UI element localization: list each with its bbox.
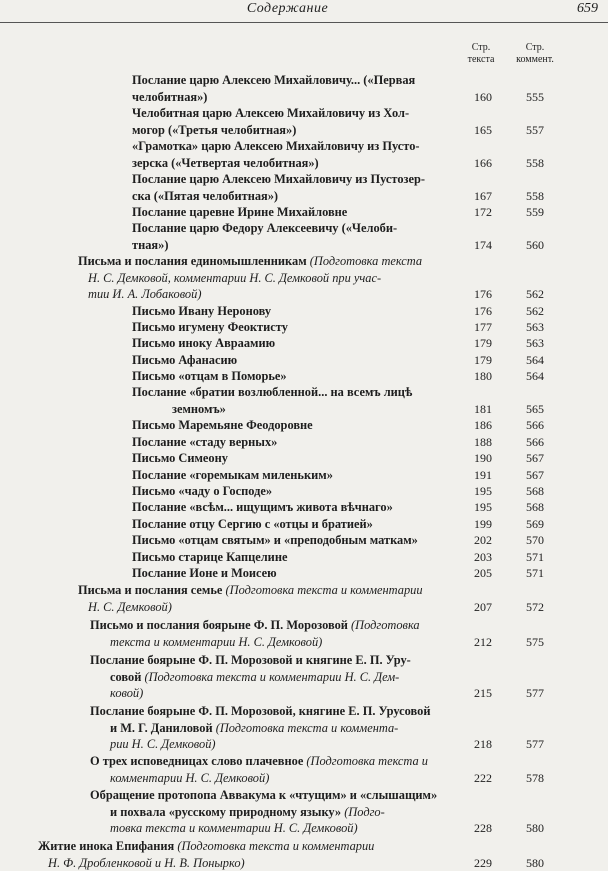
toc-entry-line	[110, 634, 452, 651]
column-header-text-page: Стр. текста	[456, 42, 506, 66]
text-page-number: 202	[462, 532, 492, 549]
entry-editorial-note: (Подготовка текста и	[306, 754, 428, 768]
toc-entry	[0, 138, 608, 171]
entry-title-text: О трех исповедницах слово плачевное	[90, 754, 306, 768]
toc-entry	[0, 171, 608, 204]
toc-entry-line	[132, 138, 452, 155]
toc-entry-line	[132, 368, 452, 385]
header-title: Содержание	[0, 1, 575, 17]
entry-title-text: ска («Пятая челобитная»)	[132, 189, 278, 203]
toc-entry	[0, 652, 608, 702]
entry-title-text: Послание царю Федору Алексеевичу («Челоби-	[132, 221, 397, 235]
toc-entry	[0, 352, 608, 369]
entry-title-text: зерска («Четвертая челобитная»)	[132, 156, 319, 170]
toc-entry-line	[110, 736, 452, 753]
toc-entry-line	[132, 384, 452, 401]
entry-title-text: Послание «братии возлюбленной... на всемъ лицѣ	[132, 385, 412, 399]
text-page-number: 186	[462, 417, 492, 434]
entry-title-text: Челобитная царю Алексею Михайловичу из Хол-	[132, 106, 409, 120]
comment-page-number: 564	[512, 352, 544, 369]
text-page-number: 167	[462, 188, 492, 205]
text-page-number: 188	[462, 434, 492, 451]
running-header	[0, 0, 608, 23]
entry-title-text: Письмо игумену Феоктисту	[132, 320, 288, 334]
toc-entry-line	[132, 122, 452, 139]
entry-editorial-note: Н. С. Демковой, комментарии Н. С. Демковой при учас-	[88, 271, 381, 285]
text-page-number: 218	[462, 736, 492, 753]
comment-page-number: 565	[512, 401, 544, 418]
text-page-number: 174	[462, 237, 492, 254]
entry-title-text: Послание отцу Сергию с «отцы и братией»	[132, 517, 373, 531]
comment-page-number: 575	[512, 634, 544, 651]
toc-entry	[0, 434, 608, 451]
comment-page-number: 568	[512, 483, 544, 500]
entry-title-text: совой	[110, 670, 144, 684]
comment-page-number: 566	[512, 434, 544, 451]
toc-entry	[0, 72, 608, 105]
comment-page-number: 568	[512, 499, 544, 516]
entry-title-text: Послание царевне Ирине Михайловне	[132, 205, 347, 219]
text-page-number: 228	[462, 820, 492, 837]
entry-editorial-note: (Подготовка текста и комментарии	[177, 839, 374, 853]
toc-entry-line	[132, 220, 452, 237]
entry-editorial-note: (Подготовка текста и комментарии Н. С. Дем-	[144, 670, 399, 684]
toc-entry	[0, 204, 608, 221]
toc-entry-line	[110, 804, 452, 821]
toc-entry-line	[90, 787, 452, 804]
toc-entry-line	[48, 855, 452, 871]
comment-page-number: 557	[512, 122, 544, 139]
text-page-number: 195	[462, 499, 492, 516]
comment-page-number: 562	[512, 286, 544, 303]
toc-entry	[0, 532, 608, 549]
toc-entry	[0, 565, 608, 582]
toc-entry-line	[90, 617, 452, 634]
text-page-number: 176	[462, 286, 492, 303]
toc-entry	[0, 335, 608, 352]
toc-entry-line	[88, 286, 452, 303]
text-page-number: 229	[462, 855, 492, 871]
toc-entry	[0, 516, 608, 533]
text-page-number: 190	[462, 450, 492, 467]
toc-entry	[0, 703, 608, 753]
toc-entry	[0, 384, 608, 417]
toc-entry-line	[132, 483, 452, 500]
entry-title-text: Обращение протопопа Аввакума к «чтущим» и «слышащим»	[90, 788, 437, 802]
toc-entry-line	[132, 105, 452, 122]
toc-entry	[0, 549, 608, 566]
toc-entry-line	[132, 319, 452, 336]
toc-entry-line	[132, 303, 452, 320]
entry-title-text: Послание Ионе и Моисею	[132, 566, 277, 580]
toc-entry-line	[132, 237, 452, 254]
toc-entry-line	[132, 72, 452, 89]
text-page-number: 215	[462, 685, 492, 702]
entry-title-text: Письмо и послания боярыне Ф. П. Морозовой	[90, 618, 351, 632]
comment-page-number: 570	[512, 532, 544, 549]
entry-title-text: Письмо Симеону	[132, 451, 228, 465]
entry-editorial-note: товка текста и комментарии Н. С. Демковой)	[110, 821, 358, 835]
toc-entry-line	[172, 401, 452, 418]
toc-entry-line	[132, 499, 452, 516]
toc-entry	[0, 253, 608, 303]
text-page-number: 176	[462, 303, 492, 320]
toc-entry-line	[132, 549, 452, 566]
entry-title-text: «Грамотка» царю Алексею Михайловичу из Пусто-	[132, 139, 420, 153]
toc-entry	[0, 617, 608, 650]
text-page-number: 177	[462, 319, 492, 336]
entry-title-text: Письма и послания единомышленникам	[78, 254, 310, 268]
toc-entry	[0, 787, 608, 837]
text-page-number: 207	[462, 599, 492, 616]
toc-entry-line	[110, 820, 452, 837]
comment-page-number: 578	[512, 770, 544, 787]
toc-entry-line	[88, 599, 452, 616]
text-page-number: 179	[462, 335, 492, 352]
entry-editorial-note: (Подготовка	[351, 618, 420, 632]
comment-page-number: 560	[512, 237, 544, 254]
text-page-number: 172	[462, 204, 492, 221]
comment-page-number: 580	[512, 820, 544, 837]
entry-title-text: Письма и послания семье	[78, 583, 226, 597]
text-page-number: 195	[462, 483, 492, 500]
entry-editorial-note: тии И. А. Лобаковой)	[88, 287, 201, 301]
comment-page-number: 558	[512, 155, 544, 172]
text-page-number: 179	[462, 352, 492, 369]
comment-page-number: 562	[512, 303, 544, 320]
toc-entry-line	[132, 565, 452, 582]
text-page-number: 180	[462, 368, 492, 385]
toc-entry-line	[90, 652, 452, 669]
entry-editorial-note: Н. Ф. Дробленковой и Н. В. Понырко)	[48, 856, 245, 870]
toc-entry-line	[90, 703, 452, 720]
column-header-comment-page: Стр. коммент.	[505, 42, 565, 66]
comment-page-number: 567	[512, 450, 544, 467]
entry-title-text: и похвала «русскому природному языку»	[110, 805, 344, 819]
entry-title-text: челобитная»)	[132, 90, 207, 104]
entry-editorial-note: текста и комментарии Н. С. Демковой)	[110, 635, 322, 649]
toc-entry-line	[132, 532, 452, 549]
comment-page-number: 571	[512, 565, 544, 582]
toc-entry-line	[132, 352, 452, 369]
entry-title-text: Послание царю Алексею Михайловичу из Пустозер-	[132, 172, 425, 186]
entry-title-text: Житие инока Епифания	[38, 839, 177, 853]
entry-editorial-note: (Подготовка текста и коммента-	[216, 721, 399, 735]
comment-page-number: 569	[512, 516, 544, 533]
entry-editorial-note: (Подго-	[344, 805, 385, 819]
toc-entry-line	[132, 450, 452, 467]
entry-title-text: Письмо Афанасию	[132, 353, 237, 367]
entry-editorial-note: Н. С. Демковой)	[88, 600, 172, 614]
page-number: 659	[577, 1, 598, 17]
entry-title-text: Письмо «отцам святым» и «преподобным маткам»	[132, 533, 418, 547]
entry-editorial-note: рии Н. С. Демковой)	[110, 737, 216, 751]
toc-entry-line	[132, 188, 452, 205]
toc-entry-line	[132, 467, 452, 484]
entry-title-text: Письмо «отцам в Поморье»	[132, 369, 287, 383]
entry-editorial-note: комментарии Н. С. Демковой)	[110, 771, 269, 785]
toc-entry-line	[110, 720, 452, 737]
toc-entry-line	[132, 335, 452, 352]
entry-title-text: Послание боярыне Ф. П. Морозовой, княгине Е. П. Урусовой	[90, 704, 431, 718]
text-page-number: 212	[462, 634, 492, 651]
comment-page-number: 555	[512, 89, 544, 106]
entry-title-text: Письмо иноку Авраамию	[132, 336, 275, 350]
comment-page-number: 577	[512, 736, 544, 753]
toc-entry-line	[38, 838, 452, 855]
text-page-number: 203	[462, 549, 492, 566]
toc-entry-line	[110, 669, 452, 686]
entry-editorial-note: (Подготовка текста и комментарии	[226, 583, 423, 597]
comment-page-number: 559	[512, 204, 544, 221]
toc-entry-line	[132, 204, 452, 221]
comment-page-number: 577	[512, 685, 544, 702]
toc-entry	[0, 319, 608, 336]
entry-title-text: Послание «горемыкам миленьким»	[132, 468, 333, 482]
toc-entry	[0, 220, 608, 253]
toc-entry-line	[110, 685, 452, 702]
entry-title-text: земномъ»	[172, 402, 226, 416]
toc-entry	[0, 483, 608, 500]
entry-editorial-note: ковой)	[110, 686, 143, 700]
toc-entry	[0, 105, 608, 138]
toc-entry	[0, 499, 608, 516]
comment-page-number: 572	[512, 599, 544, 616]
text-page-number: 199	[462, 516, 492, 533]
text-page-number: 222	[462, 770, 492, 787]
entry-title-text: тная»)	[132, 238, 168, 252]
entry-title-text: Послание «всѣм... ищущимъ живота вѣчнаго»	[132, 500, 393, 514]
toc-entry-line	[132, 516, 452, 533]
comment-page-number: 563	[512, 335, 544, 352]
entry-title-text: Письмо «чаду о Господе»	[132, 484, 272, 498]
toc-entry-line	[88, 270, 452, 287]
entry-editorial-note: (Подготовка текста	[310, 254, 422, 268]
comment-page-number: 580	[512, 855, 544, 871]
entry-title-text: могор («Третья челобитная»)	[132, 123, 296, 137]
toc-entry	[0, 838, 608, 871]
toc-entry	[0, 467, 608, 484]
toc-entry-line	[110, 770, 452, 787]
entry-title-text: Письмо старице Капцелине	[132, 550, 287, 564]
toc-entry	[0, 753, 608, 786]
toc-entry-line	[132, 155, 452, 172]
text-page-number: 205	[462, 565, 492, 582]
toc-entry	[0, 368, 608, 385]
comment-page-number: 564	[512, 368, 544, 385]
entry-title-text: Письмо Ивану Неронову	[132, 304, 271, 318]
toc-entry	[0, 303, 608, 320]
comment-page-number: 566	[512, 417, 544, 434]
toc-entry	[0, 450, 608, 467]
toc-entry-line	[90, 753, 452, 770]
toc-entry-line	[132, 434, 452, 451]
toc-entry-line	[78, 253, 452, 270]
text-page-number: 160	[462, 89, 492, 106]
text-page-number: 191	[462, 467, 492, 484]
comment-page-number: 567	[512, 467, 544, 484]
toc-entry-line	[132, 171, 452, 188]
entry-title-text: и М. Г. Даниловой	[110, 721, 216, 735]
entry-title-text: Послание боярыне Ф. П. Морозовой и княгине Е. П. Уру-	[90, 653, 411, 667]
text-page-number: 166	[462, 155, 492, 172]
toc-entry-line	[132, 89, 452, 106]
entry-title-text: Письмо Маремьяне Феодоровне	[132, 418, 313, 432]
toc-entry	[0, 417, 608, 434]
text-page-number: 181	[462, 401, 492, 418]
comment-page-number: 558	[512, 188, 544, 205]
entry-title-text: Послание царю Алексею Михайловичу... («Первая	[132, 73, 415, 87]
entry-title-text: Послание «стаду верных»	[132, 435, 277, 449]
toc-entry-line	[132, 417, 452, 434]
comment-page-number: 563	[512, 319, 544, 336]
text-page-number: 165	[462, 122, 492, 139]
toc-entry-line	[78, 582, 452, 599]
toc-entry	[0, 582, 608, 615]
comment-page-number: 571	[512, 549, 544, 566]
